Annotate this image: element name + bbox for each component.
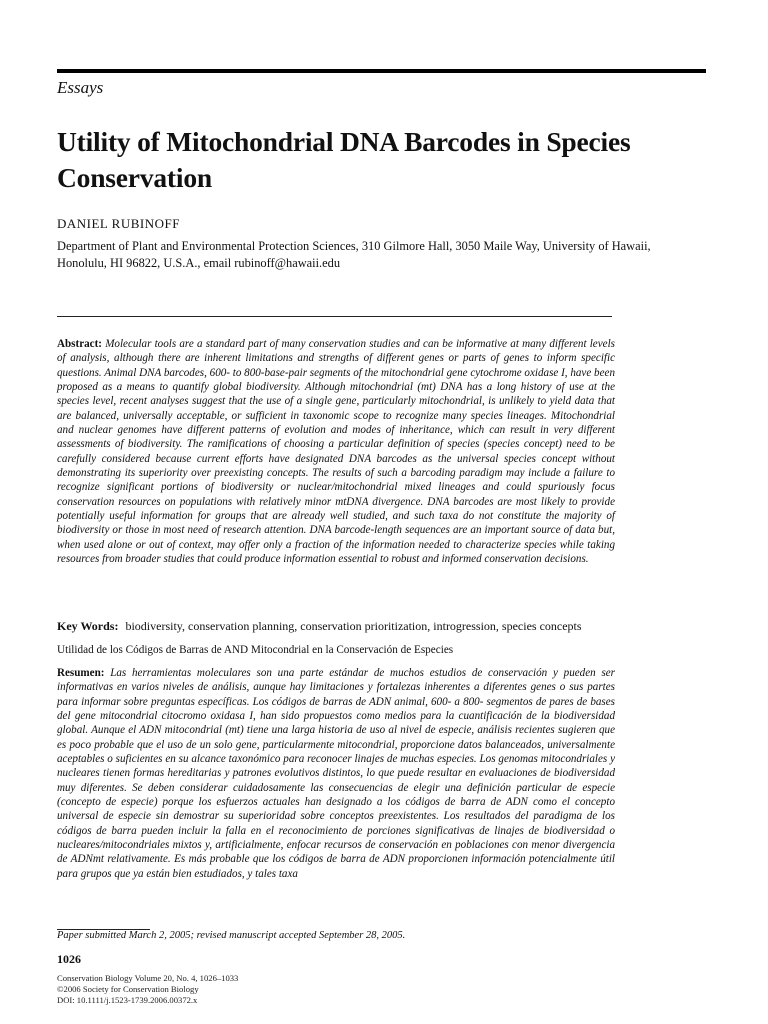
top-rule [57,69,706,73]
journal-citation: Conservation Biology Volume 20, No. 4, 1026–1033 [57,973,239,983]
abstract-text: Molecular tools are a standard part of many conservation studies and can be informative at many different levels of analysis, although there are inherent limitations and strengths of different genes or parts of genes to inform specific questions. Animal DNA barcodes, 600- to 800-base-pair segments of the mitochondrial gene cytochrome oxidase I, have been proposed as a means to quantify global biodiversity. Although mitochondrial (mt) DNA has a long history of use at the species level, recent analyses suggest that the use of a single gene, particularly mitochondrial, is unlikely to yield data that are balanced, universally acceptable, or sufficient in taxonomic scope to recognize many species lineages. Mitochondrial and nuclear genomes have different patterns of evolution and modes of inheritance, which can result in very different assessments of biodiversity. The ramifications of choosing a particular definition of species (species concept) need to be carefully considered because current efforts have designated DNA barcodes as the universal species concept without demonstrating its superiority over preexisting concepts. The results of such a barcoding paradigm may include a failure to recognize significant portions of biodiversity or nuclear/mitochondrial mixed lineages and could spuriously focus conservation resources on populations with relatively minor mtDNA divergence. DNA barcodes are most likely to provide potentially useful information for groups that are already well studied, and such taxa do not constitute the majority of biodiversity or those in most need of research attention. DNA barcode-length sequences are an important source of data but, when used alone or out of context, may offer only a fraction of the information needed to characterize species while taking resources from broader studies that could produce information essential to robust and informed conservation decisions. [57,338,615,566]
resumen-label: Resumen: [57,667,105,679]
page-number: 1026 [57,952,81,966]
abstract [57,337,615,567]
header-divider [57,316,612,317]
resumen-text: Las herramientas moleculares son una parte estándar de muchos estudios de conservación y pueden ser informativas en varios niveles de análisis, aunque hay limitaciones y fortalezas inherentes a diferentes genes o sus partes para informar sobre preguntas específicas. Los códigos de barras de ADN animal, 600- a 800- segmentos de pares de bases del gene mitocondrial citocromo oxidasa I, han sido propuestos como medios para la cuantificación de la biodiversidad global. Aunque el ADN mitocondrial (mt) tiene una larga historia de uso al nivel de especie, análisis recientes sugieren que es poco probable que el uso de un solo gene, particularmente mitocondrial, proporcione datos balanceados, universalmente aceptables o suficientes en su alcance taxonómico para reconocer linajes de muchas especies. Los genomas mitocondriales y nucleares tienen formas hereditarias y patrones evolutivos distintos, lo que puede resultar en evaluaciones de biodiversidad muy diferentes. Se deben considerar cuidadosamente las consecuencias de elegir una definición particular de especie (concepto de especie) porque los esfuerzos actuales han designado a los códigos de barra de ADN como el concepto universal de especie sin demostrar su superioridad sobre conceptos preexistentes. Los resultados del paradigma de los códigos de barra pueden incluir la falla en el reconocimiento de porciones significativas de linajes de biodiversidad o nucleares/mitocondriales mixtos y, artificialmente, enfocar recursos de conservación en poblaciones con menor divergencia de ADNmt relativamente. Es más probable que los códigos de barra de ADN proporcionen información potencialmente útil para grupos que ya están bien estudiados, y tales taxa [57,667,615,880]
abstract-label: Abstract: [57,338,102,350]
journal-copyright: ©2006 Society for Conservation Biology [57,984,199,994]
resumen [57,666,615,881]
spanish-title: Utilidad de los Códigos de Barras de AND Mitocondrial en la Conservación de Especies [57,644,454,656]
keywords [57,619,677,634]
author-affiliation: Department of Plant and Environmental Protection Sciences, 310 Gilmore Hall, 3050 Maile Way, University of Hawaii, Honolulu, HI 96822, U.S.A., email rubinoff@hawaii.edu [57,239,651,270]
article-title: Utility of Mitochondrial DNA Barcodes in Species Conservation [57,126,631,193]
keywords-text: biodiversity, conservation planning, conservation prioritization, introgression, species concepts [125,619,582,633]
journal-info [57,973,238,1006]
section-label: Essays [57,78,104,97]
journal-doi: DOI: 10.1111/j.1523-1739.2006.00372.x [57,995,198,1005]
author-name: DANIEL RUBINOFF [57,216,180,231]
keywords-label: Key Words: [57,619,119,633]
submission-note: Paper submitted March 2, 2005; revised manuscript accepted September 28, 2005. [57,930,406,941]
